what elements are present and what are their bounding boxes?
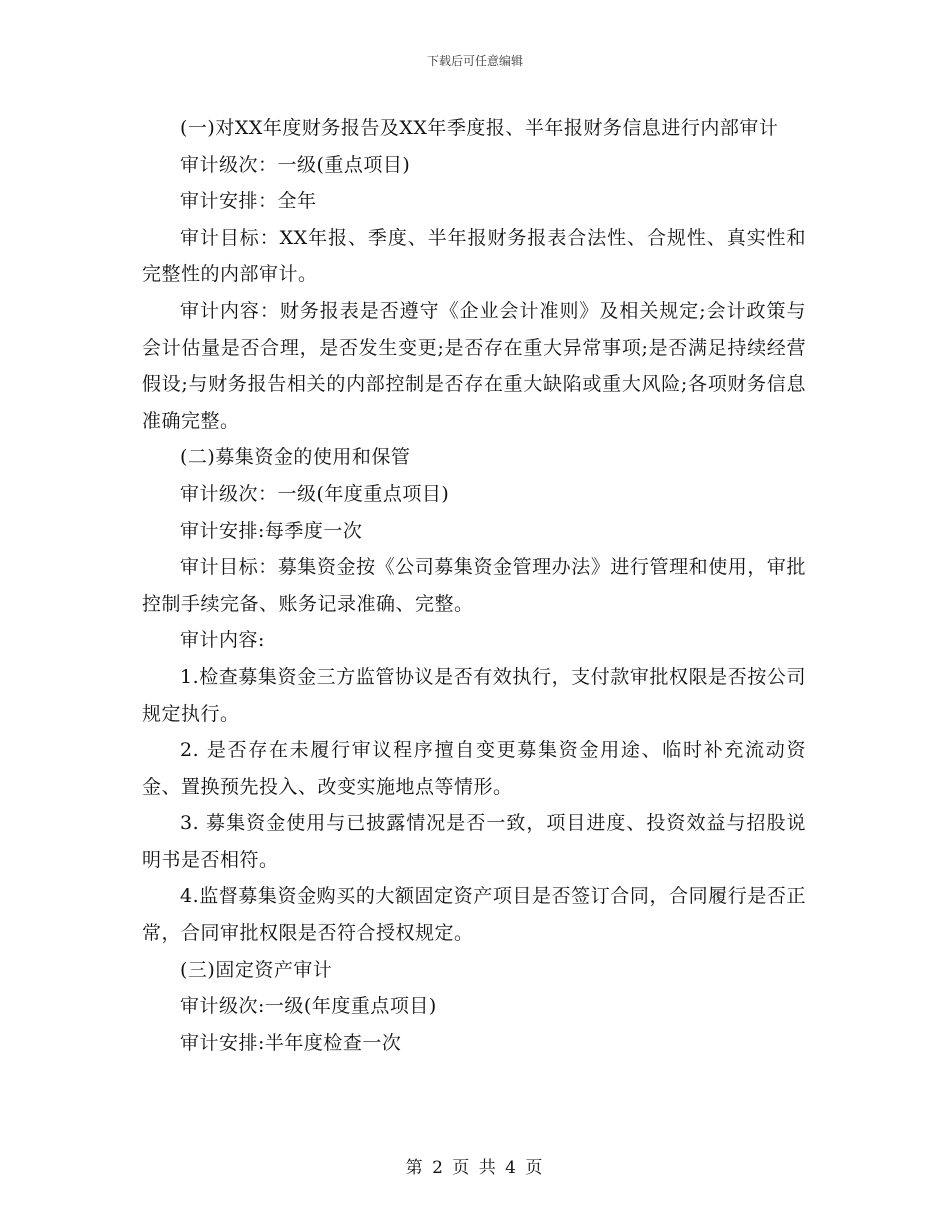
audit-level-3: 审计级次:一级(年度重点项目) <box>180 995 437 1018</box>
page-footer: 第 2 页 共 4 页 <box>405 1158 545 1178</box>
list-item: 4.监督募集资金购买的大额固定资产项目是否签订合同，合同履行是否正常，合同审批权限是否符合授权规定。 <box>142 885 806 945</box>
audit-schedule-2: 审计安排:每季度一次 <box>180 519 363 542</box>
section-heading-3: (三)固定资产审计 <box>180 958 333 981</box>
list-item: 3. 募集资金使用与已披露情况是否一致，项目进度、投资效益与招股说明书是否相符。 <box>142 812 806 871</box>
list-item: 1.检查募集资金三方监管协议是否有效执行，支付款审批权限是否按公司规定执行。 <box>142 665 806 725</box>
audit-schedule-3: 审计安排:半年度检查一次 <box>180 1031 402 1054</box>
page-header: 下载后可任意编辑 <box>426 54 523 68</box>
document-body <box>142 110 806 1061</box>
audit-objective-1: 审计目标：XX年报、季度、半年报财务报表合法性、合规性、真实性和完整性的内部审计。 <box>142 226 806 286</box>
list-item: 2. 是否存在未履行审议程序擅自变更募集资金用途、临时补充流动资金、置换预先投入、改变实施地点等情形。 <box>142 739 806 798</box>
audit-schedule-1: 审计安排：全年 <box>180 190 317 213</box>
audit-objective-2: 审计目标：募集资金按《公司募集资金管理办法》进行管理和使用，审批控制手续完备、账务记录准确、完整。 <box>142 556 806 615</box>
audit-content-1: 审计内容：财务报表是否遵守《企业会计准则》及相关规定;会计政策与会计估量是否合理，是否发生变更;是否存在重大异常事项;是否满足持续经营假设;与财务报告相关的内部控制是否存在重大缺陷或重大风险;各项财务信息准确完整。 <box>142 299 806 432</box>
audit-level-1: 审计级次：一级(重点项目) <box>180 153 411 176</box>
audit-level-2: 审计级次：一级(年度重点项目) <box>180 482 450 505</box>
section-heading-2: (二)募集资金的使用和保管 <box>180 446 411 469</box>
section-heading-1: (一)对XX年度财务报告及XX年季度报、半年报财务信息进行内部审计 <box>180 117 779 139</box>
audit-content-label-2: 审计内容: <box>180 629 265 652</box>
